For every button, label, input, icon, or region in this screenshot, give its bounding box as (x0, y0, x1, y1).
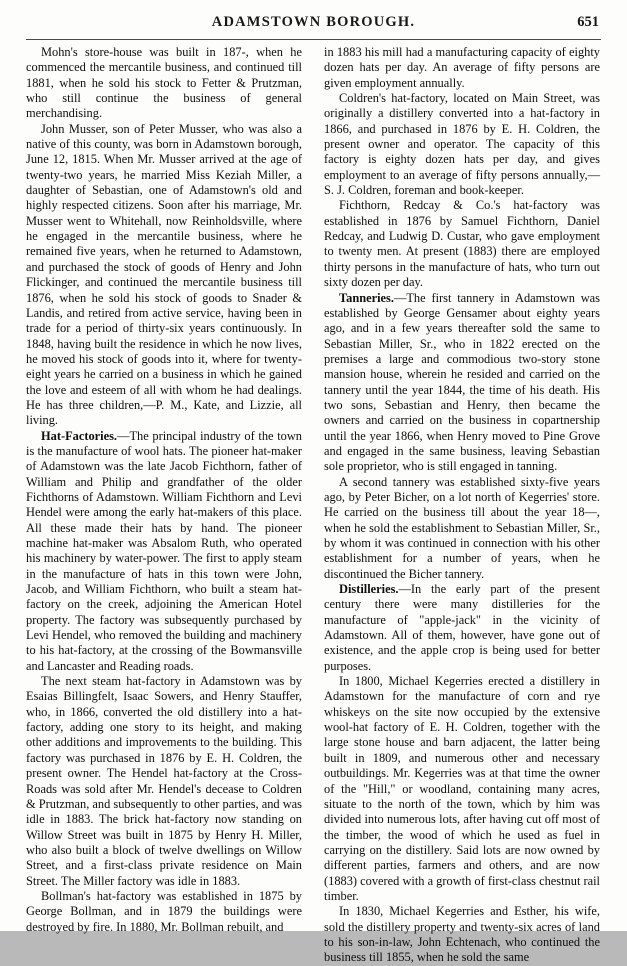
paragraph-text: In 1800, Michael Kegerries erected a distillery in Adamstown for the manufacture of corn and rye whiskeys on the site now occupied by the extensive wool-hat factory of E. H. Coldren, together with the large stone house and barn adjacent, the latter being built in 1809, and numerous other and necessary outbuildings. Mr. Kegerries was at that time the owner of the "Hill," or woodland, containing many acres, situate to the north of the town, which by him was divided into numerous lots, after having cut off most of the timber, the wood of which he used as fuel in carrying on the distillery. Said lots are now owned by different parties, farmers and others, and are now (1883) covered with a growth of first-class chestnut rail timber. (324, 674, 600, 903)
paragraph-text: John Musser, son of Peter Musser, who was also a native of this county, was born in Adamstown borough, June 12, 1815. When Mr. Musser arrived at the age of twenty-two years, he married Miss Keziah Miller, a daughter of Sebastian, one of Adamstown's old and highly respected citizens. Soon after his marriage, Mr. Musser went to Whitehall, now Reinholdsville, where he engaged in the mercantile business, where he remained five years, when he returned to Adamstown, and purchased the stock of goods of Henry and John Flickinger, and continued the mercantile business till 1876, when he sold his stock of goods to Snader & Landis, and retired from active service, having been in trade for a period of thirty-six years continuously. In 1848, having built the residence in which he now lives, he moved his stock of goods into it, where for twenty-eight years he carried on a business in which he gained the love and esteem of all with whom he had dealings. He has three children,—P. M., Kate, and Lizzie, all living. (26, 121, 302, 428)
paragraph-text: The next steam hat-factory in Adamstown was by Esaias Billingfelt, Isaac Sowers, and Henry Stauffer, who, in 1866, converted the old distillery into a hat-factory, adding one story to its height, and making other additions and improvements to the building. This factory was purchased in 1876 by E. H. Coldren, the present owner. The Hendel hat-factory at the Cross-Roads was sold after Mr. Hendel's decease to Coldren & Prutzman, and subsequently to other parties, and was idle in 1883. The brick hat-factory now standing on Willow Street was built in 1875 by Henry H. Miller, who also built a block of twelve dwellings on Willow Street, and a first-class private residence on Main Street. The Miller factory was idle in 1883. (26, 674, 302, 888)
page-number: 651 (577, 14, 599, 30)
paragraph-text: Mohn's store-house was built in 187-, when he commenced the mercantile business, and continued till 1881, when he sold his stock to Fetter & Prutzman, who still continue the business of general merchandising. (26, 45, 302, 121)
paragraph (324, 475, 600, 582)
paragraph-text: In 1830, Michael Kegerries and Esther, his wife, sold the distillery property and twenty-six acres of land to his son-in-law, John Echtenach, who continued the business till 1855, when he sold the same (324, 904, 600, 965)
page-content (26, 14, 601, 965)
paragraph (324, 904, 600, 965)
page-header (26, 14, 601, 40)
text-columns (26, 45, 601, 966)
right-column (324, 45, 600, 966)
paragraph (324, 674, 600, 904)
paragraph-text: Fichthorn, Redcay & Co.'s hat-factory was established in 1876 by Samuel Fichthorn, Daniel Redcay, and Ludwig D. Custar, who gave employment to twenty men. At present (1883) there are employed thirty persons in the manufacture of hats, who turn out sixty dozen per day. (324, 198, 600, 290)
paragraph-lead: Tanneries. (339, 290, 394, 305)
paragraph-text: Coldren's hat-factory, located on Main Street, was originally a distillery converted into a hat-factory in 1866, and purchased in 1876 by E. H. Coldren, the present owner and operator. The capacity of this factory is eighty dozen hats per day, and gives employment to an average of fifty persons annually,—S. J. Coldren, foreman and book-keeper. (324, 91, 600, 198)
paragraph (324, 91, 600, 198)
paragraph-lead: Distilleries. (339, 582, 399, 597)
paragraph-text: Bollman's hat-factory was established in 1875 by George Bollman, and in 1879 the buildings were destroyed by fire. In 1880, Mr. Bollman rebuilt, and (26, 888, 302, 934)
paragraph-text: A second tannery was established sixty-five years ago, by Peter Bicher, on a lot north of Kegerries' store. He carried on the business till about the year 18—, when he sold the establishment to Sebastian Miller, Sr., by whom it was continued in connection with his other establishment for a number of years, when he discontinued the Bicher tannery. (324, 474, 600, 581)
paragraph (324, 198, 600, 290)
page-title: ADAMSTOWN BOROUGH. (211, 14, 416, 30)
paragraph (26, 45, 302, 122)
paragraph (26, 889, 302, 935)
paragraph (324, 582, 600, 674)
paragraph-text: —In the early part of the present century there were many distilleries for the manufacture of "apple-jack" in the vicinity of Adamstown. All of them, however, have gone out of existence, and the apple crop is being used for better purposes. (324, 582, 600, 673)
paragraph-text: —The principal industry of the town is the manufacture of wool hats. The pioneer hat-maker of Adamstown was the late Jacob Fichthorn, father of William and Philip and grandfather of the older Fichthorns of Adamstown. William Fichthorn and Levi Hendel were among the early hat-makers of this place. All these made their hats by hand. The pioneer machine hat-maker was Absalom Ruth, who operated his machinery by water-power. The first to apply steam in the manufacture of hats in this town were John, Jacob, and William Fichthorn, who built a steam hat-factory on the creek, adjoining the American Hotel property. The factory was subsequently purchased by Levi Hendel, who removed the building and machinery to his hat-factory, at the crossing of the Bowmansville and Lancaster and Reading roads. (26, 428, 302, 673)
paragraph-text: —The first tannery in Adamstown was established by George Gensamer about eighty years ago, and in a few years thereafter sold the same to Sebastian Miller, Sr., who in 1822 erected on the premises a large and commodious two-story stone mansion house, wherein he resided and carried on the tannery until the year 1844, the time of his death. His two sons, Sebastian and Henry, then became the owners and carried on the business in copartnership until the year 1866, when Henry moved to Pine Grove and engaged in the same business, leaving Sebastian sole proprietor, who is still engaged in tanning. (324, 290, 600, 474)
paragraph (324, 45, 600, 91)
left-column (26, 45, 302, 966)
paragraph-lead: Hat-Factories. (41, 428, 118, 443)
paragraph (324, 291, 600, 475)
paragraph (26, 429, 302, 675)
paragraph-text: in 1883 his mill had a manufacturing capacity of eighty dozen hats per day. An average of fifty persons are given employment annually. (324, 45, 600, 90)
paragraph (26, 674, 302, 889)
paragraph (26, 122, 302, 429)
header-rule (26, 39, 601, 40)
